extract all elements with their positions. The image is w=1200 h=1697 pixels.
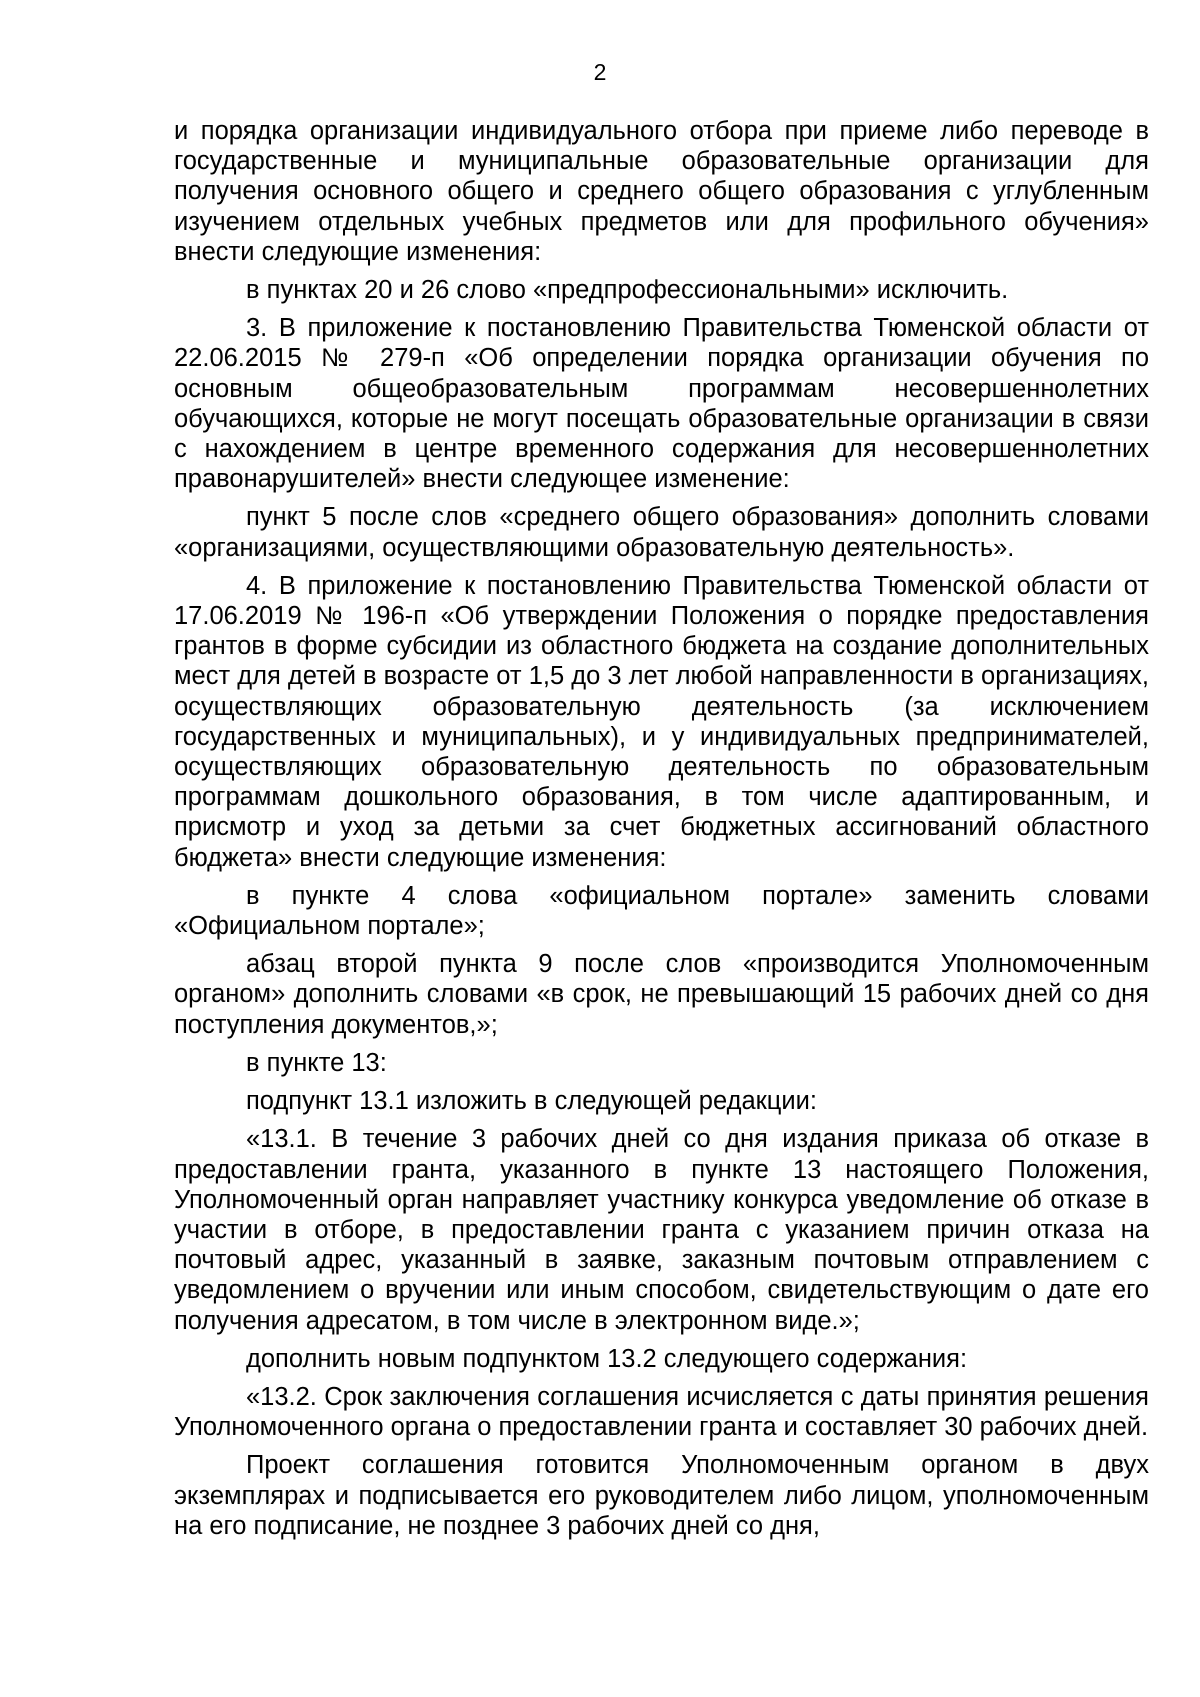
paragraph-13: Проект соглашения готовится Уполномоченным органом в двух экземплярах и подписывается его руководителем либо лицом, уполномоченным на его подписание, не позднее 3 рабочих дней со дня, [174, 1451, 1149, 1540]
paragraph-8: в пункте 13: [246, 1048, 387, 1077]
document-body [174, 116, 1149, 1549]
paragraph-4: пункт 5 после слов «среднего общего образования» дополнить словами «организациями, осуществляющими образовательную деятельность». [174, 503, 1149, 562]
paragraph-2: в пунктах 20 и 26 слово «предпрофессиональными» исключить. [246, 276, 1009, 305]
paragraph-11: дополнить новым подпунктом 13.2 следующего содержания: [246, 1344, 968, 1373]
paragraph-12: «13.2. Срок заключения соглашения исчисляется с даты принятия решения Уполномоченного органа о предоставлении гранта и составляет 30 рабочих дней. [174, 1382, 1149, 1442]
paragraph-1: и порядка организации индивидуального отбора при приеме либо переводе в государственные и муниципальные образовательные организации для получения основного общего и среднего общего образования с углубленным изучением отдельных учебных предметов или для профильного обучения» внести следующие изменения: [174, 117, 1149, 266]
paragraph-5: 4. В приложение к постановлению Правительства Тюменской области от 17.06.2019 № 196-п «Об утверждении Положения о порядке предоставления грантов в форме субсидии из областного бюджета на создание дополнительных мест для детей в возрасте от 1,5 до 3 лет любой направленности в организациях, осуществляющих образовательную деятельность (за исключением государственных и муниципальных), и у индивидуальных предпринимателей, осуществляющих образовательную деятельность по образовательным программам дошкольного образования, в том числе адаптированным, и присмотр и уход за детьми за счет бюджетных ассигнований областного бюджета» внести следующие изменения: [174, 571, 1149, 872]
paragraph-3: 3. В приложение к постановлению Правительства Тюменской области от 22.06.2015 № 279-п «Об определении порядка организации обучения по основным общеобразовательным программам несовершеннолетних обучающихся, которые не могут посещать образовательные организации в связи с нахождением в центре временного содержания для несовершеннолетних правонарушителей» внести следующее изменение: [174, 314, 1149, 494]
paragraph-10: «13.1. В течение 3 рабочих дней со дня издания приказа об отказе в предоставлении гранта, указанного в пункте 13 настоящего Положения, Уполномоченный орган направляет участнику конкурса уведомление об отказе в участии в отборе, в предоставлении гранта с указанием причин отказа на почтовый адрес, указанный в заявке, заказным почтовым отправлением с уведомлением о вручении или иным способом, свидетельствующим о дате его получения адресатом, в том числе в электронном виде.»; [174, 1125, 1149, 1335]
paragraph-7: абзац второй пункта 9 после слов «производится Уполномоченным органом» дополнить словами «в срок, не превышающий 15 рабочих дней со дня поступления документов,»; [174, 950, 1149, 1039]
paragraph-6: в пункте 4 слова «официальном портале» заменить словами «Официальном портале»; [174, 881, 1149, 941]
paragraph-9: подпункт 13.1 изложить в следующей редакции: [246, 1087, 817, 1116]
page-number: 2 [593, 59, 607, 85]
